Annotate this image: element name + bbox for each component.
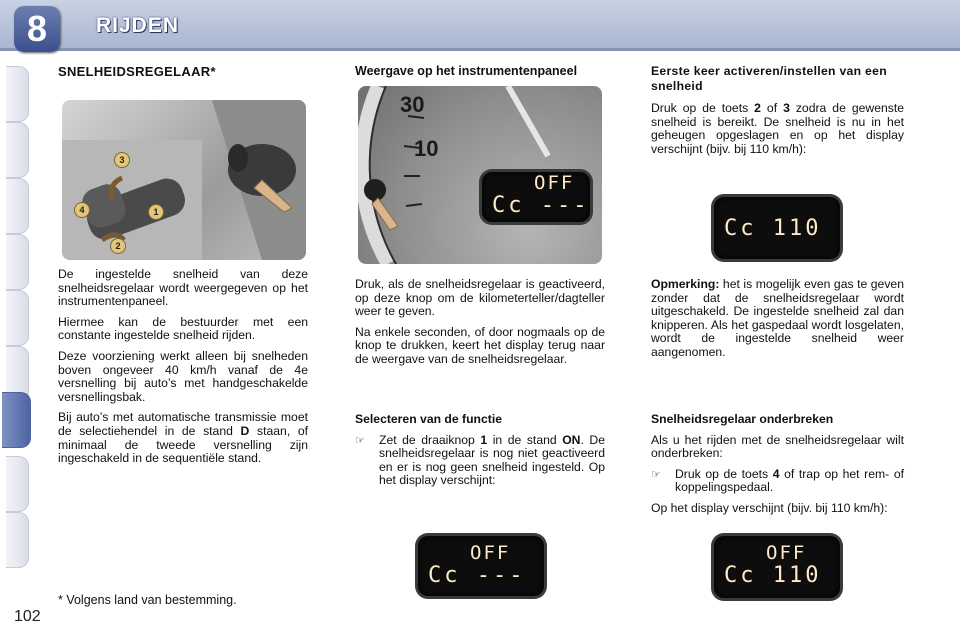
section-title-cruise-control: SNELHEIDSREGELAAR* bbox=[58, 64, 216, 79]
callout-1: 1 bbox=[148, 204, 164, 220]
bullet-press-4-text bbox=[675, 468, 904, 495]
lcd-line-cc: Cc 110 bbox=[724, 216, 822, 241]
button-4-label: 4 bbox=[772, 466, 780, 481]
chapter-title: RIJDEN bbox=[96, 14, 180, 37]
note-label: Opmerking: bbox=[651, 277, 720, 291]
p1-text-c: of bbox=[760, 101, 784, 115]
side-tab-3[interactable] bbox=[6, 178, 29, 234]
callout-2: 2 bbox=[110, 238, 126, 254]
paragraph-automatic-text-c: staan, of minimaal de tweede versnelling zijn ingeschakeld in de sequentiële stand. bbox=[58, 423, 309, 466]
paragraph-odometer-button: Druk, als de snelheidsregelaar is geactiveerd, op deze knop om de kilometerteller/dagteller weer te geven. bbox=[355, 277, 605, 319]
chapter-number-badge: 8 bbox=[14, 6, 60, 52]
callout-4: 4 bbox=[74, 202, 90, 218]
column-3-note bbox=[651, 278, 904, 367]
on-label: ON bbox=[562, 432, 581, 447]
side-tab-8[interactable] bbox=[6, 456, 29, 512]
bullet-turn-knob-text bbox=[379, 434, 605, 488]
bullet-text-c: in de stand bbox=[487, 432, 563, 447]
page-number: 102 bbox=[14, 608, 41, 625]
paragraph-automatic-text-a: Bij auto’s met automatische transmissie moet de selectiehendel in de stand bbox=[58, 410, 308, 438]
bullet-text-a: Druk op de toets bbox=[675, 466, 773, 481]
side-tab-4[interactable] bbox=[6, 234, 29, 290]
footnote: * Volgens land van bestemming. bbox=[58, 593, 237, 607]
side-tab-7-active[interactable] bbox=[2, 392, 31, 448]
callout-3: 3 bbox=[114, 152, 130, 168]
lcd-display-cc-110 bbox=[714, 197, 840, 259]
side-tab-9[interactable] bbox=[6, 512, 29, 568]
lcd-display-off-110 bbox=[714, 536, 840, 598]
lcd-line-cc: Cc 110 bbox=[724, 563, 822, 588]
subheading-interrupt: Snelheidsregelaar onderbreken bbox=[651, 412, 834, 426]
steering-stalk-illustration bbox=[62, 100, 306, 260]
bullet-text-e: . De snelheidsregelaar is nog niet geactiveerd en er is nog geen snelheid ingesteld. Op het display verschijnt: bbox=[379, 432, 606, 488]
bullet-text-c: of trap op het rem- of koppelingspedaal. bbox=[675, 466, 904, 495]
bullet-turn-knob bbox=[355, 434, 605, 488]
paragraph-note bbox=[651, 278, 904, 360]
hand-pointer-icon: ☞ bbox=[355, 434, 365, 447]
bullet-press-4 bbox=[651, 468, 904, 495]
gear-d-label: D bbox=[240, 423, 250, 438]
column-2-text bbox=[355, 278, 605, 374]
gauge-label-10: 10 bbox=[414, 136, 439, 161]
lcd-line-off: OFF bbox=[766, 542, 807, 564]
paragraph-display: De ingestelde snelheid van deze snelheidsregelaar wordt weergegeven op het instrumentenpaneel. bbox=[58, 267, 308, 309]
knob-number: 1 bbox=[480, 432, 488, 447]
note-text: het is mogelijk even gas te geven zonder dat de snelheidsregelaar wordt uitgeschakeld. De ingestelde snelheid zal dan knipperen. Als het gaspedaal wordt losgelaten, wordt de ingestelde snelheid weer aangenomen. bbox=[651, 277, 904, 359]
paragraph-display-shows: Op het display verschijnt (bijv. bij 110 km/h): bbox=[651, 500, 888, 515]
subheading-first-activation: Eerste keer activeren/instellen van een snelheid bbox=[651, 64, 887, 93]
paragraph-constant-speed: Hiermee kan de bestuurder met een constante ingestelde snelheid rijden. bbox=[58, 314, 308, 343]
side-tab-1[interactable] bbox=[6, 66, 29, 122]
lcd-display-instrument bbox=[482, 172, 590, 222]
paragraph-press-button bbox=[651, 102, 904, 156]
instrument-panel-illustration bbox=[358, 86, 602, 264]
paragraph-automatic bbox=[58, 411, 308, 465]
column-2-function-section bbox=[355, 413, 605, 495]
p1-text-a: Druk op de toets bbox=[651, 101, 755, 115]
paragraph-conditions: Deze voorziening werkt alleen bij snelheden boven ongeveer 40 km/h vanaf de 4e versnelling bij auto’s met handgeschakelde versnellingsbak. bbox=[58, 348, 308, 404]
hand-pointer-icon: ☞ bbox=[651, 468, 661, 481]
button-3-label: 3 bbox=[783, 101, 790, 115]
subheading-select-function: Selecteren van de functie bbox=[355, 412, 502, 426]
lcd-line-off: OFF bbox=[470, 542, 511, 564]
bullet-text-a: Zet de draaiknop bbox=[379, 432, 481, 447]
chapter-side-tabs bbox=[0, 66, 32, 576]
lcd-line-cc: Cc --- bbox=[492, 193, 590, 218]
paragraph-interrupt-intro: Als u het rijden met de snelheidsregelaar wilt onderbreken: bbox=[651, 432, 904, 461]
steering-stalk-drawing bbox=[62, 100, 306, 260]
header-divider bbox=[0, 48, 960, 51]
lcd-line-cc: Cc --- bbox=[428, 563, 526, 588]
p1-text-e: zodra de gewenste snelheid is bereikt. De snelheid is nu in het geheugen opgeslagen en op het display verschijnt (bijv. bij 110 km/h): bbox=[651, 101, 905, 156]
side-tab-5[interactable] bbox=[6, 290, 29, 346]
lcd-line-off: OFF bbox=[534, 172, 575, 194]
lcd-display-off-dashes bbox=[418, 536, 544, 596]
column-1-text bbox=[58, 268, 308, 473]
gauge-label-30: 30 bbox=[400, 92, 425, 117]
side-tab-2[interactable] bbox=[6, 122, 29, 178]
column-3-interrupt-section bbox=[651, 413, 904, 523]
section-title-instrument-display: Weergave op het instrumentenpaneel bbox=[355, 64, 578, 78]
button-2-label: 2 bbox=[754, 101, 761, 115]
paragraph-display-return: Na enkele seconden, of door nogmaals op de knop te drukken, keert het display terug naar de weergave van de snelheidsregelaar. bbox=[355, 324, 605, 366]
column-3-activate-section bbox=[651, 64, 904, 163]
